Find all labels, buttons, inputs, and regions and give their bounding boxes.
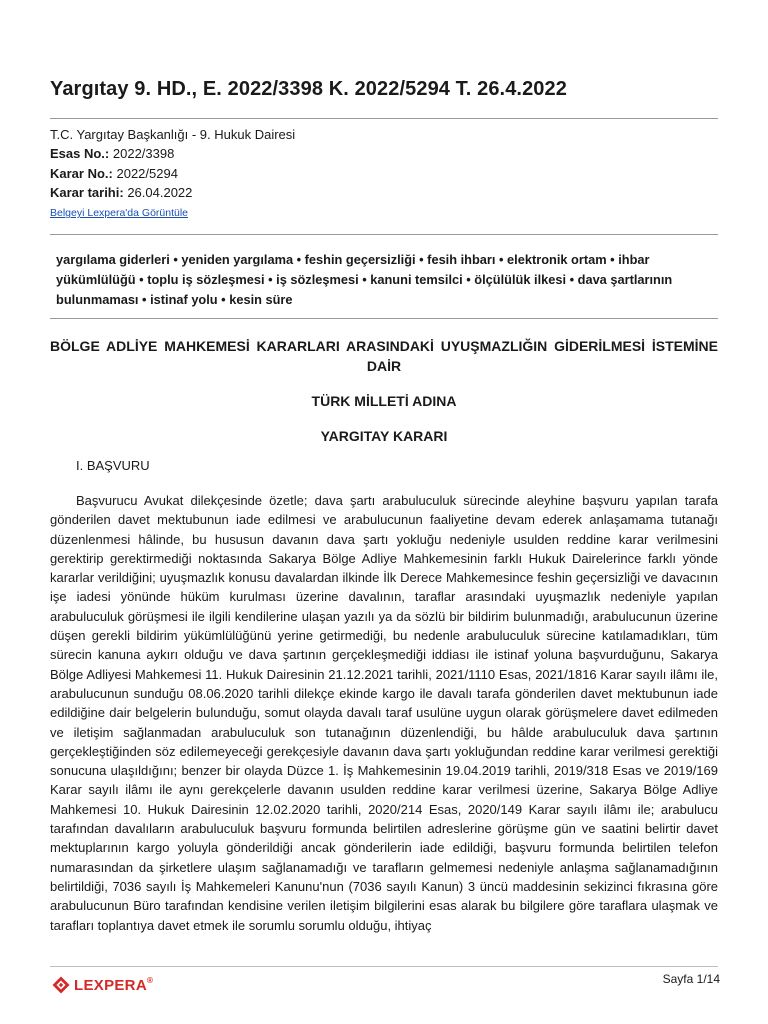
lexpera-link-row [50,202,718,223]
document-metadata [50,125,718,223]
karar-label: Karar No.: [50,165,113,181]
keyword-list: yargılama giderleri • yeniden yargılama • feshin geçersizliği • fesih ihbarı • elektronik ortam • ihbar yükümlülüğü • toplu iş sözleşmesi • iş sözleşmesi • kanuni temsilci • ölçülülük ilkesi • dava şartlarının bulunmaması • istinaf yolu • kesin süre [56,252,673,307]
esas-row [50,144,718,163]
title-divider [50,118,718,119]
keywords-divider [50,318,718,319]
page-number: Sayfa 1/14 [662,972,720,986]
lexpera-diamond-icon [52,976,70,994]
footer-divider [50,966,718,967]
tarih-label: Karar tarihi: [50,184,124,200]
decision-subject-heading: BÖLGE ADLİYE MAHKEMESİ KARARLARI ARASINDAKİ UYUŞMAZLIĞIN GİDERİLMESİ İSTEMİNE DAİR [50,338,718,374]
section-title: I. BAŞVURU [76,458,150,473]
karar-row [50,164,718,183]
lexpera-logo [52,975,153,995]
metadata-divider [50,234,718,235]
esas-value: 2022/3398 [112,146,175,162]
esas-label: Esas No.: [50,146,110,162]
court-name: T.C. Yargıtay Başkanlığı - 9. Hukuk Dairesi [50,127,296,142]
lexpera-logo-text: LEXPERA [74,976,147,994]
body-paragraph: Başvurucu Avukat dilekçesinde özetle; dava şartı arabuluculuk sürecinde aleyhine başvuru yapılan tarafa gönderilen davet mektubunun iade edilmesi ve arabulucunun faaliyetine devam ederek anlaşamama tutanağı düzenlenmesi hâlinde, bu hususun davanın dava şartı yokluğu nedeniyle usulden reddine karar verilmesini gerektirip gerektirmediği noktasında Sakarya Bölge Adliye Mahkemesinin farklı Hukuk Dairelerince farklı yönde kararlar verildiğini; uyuşmazlık konusu davalardan ilkinde İlk Derece Mahkemesince feshin geçersizliği ve davacının işe iadesi yönünde hüküm kurulması üzerine davalının, taraflar arasındaki uyuşmazlık nedeniyle yapılan arabuluculuk görüşmesi ile ilgili kendilerine ulaşan yazılı ya da sözlü bir bildirim bulunmadığı, arabulucunun üzerine düşen gerekli bildirim yükümlülüğünü yerine getirmediği, bu nedenle arabuluculuk sürecine katılamadıkları, tüm sürecin kanuna aykırı olduğu ve dava şartının gerçekleşmediği iddiası ile istinaf yoluna başvurduğunu, Sakarya Bölge Adliyesi Mahkemesi 11. Hukuk Dairesinin 21.12.2021 tarihli, 2021/1110 Esas, 2021/1816 Karar sayılı ilâmı ile, arabulucunun sunduğu 08.06.2020 tarihli dilekçe ekinde kargo ile davalı tarafa gönderilen davet mektubunun iade edildiğine dair belgelerin bulunduğu, somut olayda davalı taraf usulüne uygun olarak görüşmelere davet edilmeden ve iletişim sağlanmadan arabuluculuk son tutanağının düzenlendiği, bu hâlde arabuluculuk dava şartının gerçekleştiğinden söz edilemeyeceği gerekçesiyle davanın dava şartı yokluğundan reddine karar verilmesi gerektiği sonucuna ulaşıldığını; benzer bir olayda Düzce 1. İş Mahkemesinin 19.04.2019 tarihli, 2019/318 Esas ve 2019/169 Karar sayılı ilâmı ile aynı gerekçelerle davanın usulden reddine karar verilmesi üzerine, Sakarya Bölge Adliye Mahkemesi 10. Hukuk Dairesinin 12.02.2020 tarihli, 2020/214 Esas, 2020/149 Karar sayılı ilâmı ile; arabulucu tarafından davalıların arabuluculuk başvuru formunda belirtilen adreslerine görüşme gün ve saatini belirtir davet mektuplarının kargo yoluyla gönderildiği ancak gönderilerin iade edildiği, başvuru formunda belirtilen telefon numarasından da şirketlere ulaşım sağlanamadığı ve tarafların gelmemesi nedeniyle anlaşma sağlanamadığının belirtildiği, 7036 sayılı İş Mahkemeleri Kanunu'nun (7036 sayılı Kanun) 3 üncü maddesinin sekizinci fıkrasına göre arabulucunun Büro tarafından kendisine verilen iletişim bilgilerini esas alarak bu bilgilere göre taraflara ulaşmak ve tarafları toplantıya davet etmek ile sorumlu sorumlu olduğu, ihtiyaç [50,493,718,933]
nation-heading: TÜRK MİLLETİ ADINA [311,393,457,409]
decision-heading: YARGITAY KARARI [320,428,448,444]
view-in-lexpera-link[interactable]: Belgeyi Lexpera'da Görüntüle [50,207,189,220]
registered-mark: ® [146,976,154,985]
tarih-value: 26.04.2022 [127,184,193,200]
tarih-row [50,183,718,202]
document-title: Yargıtay 9. HD., E. 2022/3398 K. 2022/5294 T. 26.4.2022 [50,78,567,100]
karar-value: 2022/5294 [116,165,178,181]
